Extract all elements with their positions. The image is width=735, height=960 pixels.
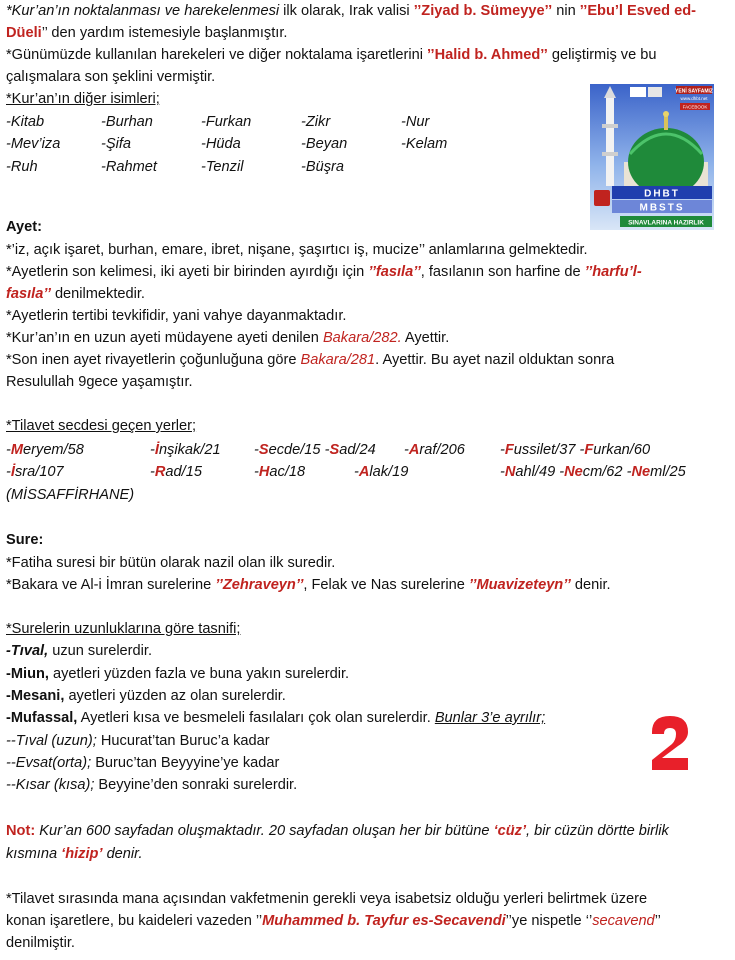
ayet-p6 xyxy=(6,350,614,370)
sure-text: *Bakara ve Al-i İmran surelerine xyxy=(6,577,216,593)
secavend-line-1: *Tilavet sırasında mana açısından vakfetmenin gerekli veya isabetsiz olduğu yerleri belirtmek üzere xyxy=(6,891,648,907)
intro-text: nin xyxy=(552,3,580,19)
sure-text: , Felak ve Nas surelerine xyxy=(303,577,469,593)
intro-text: *Günümüzde kullanılan harekeleri ve diğer noktalama işaretlerini xyxy=(6,47,428,63)
ayet-p5 xyxy=(6,328,449,348)
highlight-halid: ’’Halid b. Ahmed’’ xyxy=(427,47,548,63)
note-label: Not: xyxy=(6,823,36,839)
ayet-text: . Ayettir. Bu ayet nazil olduktan sonra xyxy=(375,352,615,368)
logo-icon xyxy=(648,87,662,97)
banner-top-label: YENİ SAYFAMIZ xyxy=(675,88,713,95)
intro-line-3 xyxy=(6,45,657,65)
ayet-p3 xyxy=(6,284,145,304)
tasnif-mesani: -Mesani, ayetleri yüzden az olan surelerdir. xyxy=(6,688,286,704)
intro-line-2 xyxy=(6,23,287,43)
ayet-text: *Ayetlerin son kelimesi, iki ayeti bir birinden ayırdığı için xyxy=(6,264,369,280)
name-item: -Hüda xyxy=(201,136,241,152)
tasnif-sub-evsat: --Evsat(orta); Buruc’tan Beyyyine’ye kadar xyxy=(6,755,280,771)
intro-text: ilk olarak, Irak valisi xyxy=(279,3,414,19)
book-icon xyxy=(594,190,610,206)
intro-line-1 xyxy=(6,1,696,21)
sure-p2 xyxy=(6,575,611,595)
name-item: -Kelam xyxy=(401,136,448,152)
highlight-muavizeteyn: ’’Muavizeteyn’’ xyxy=(468,577,571,593)
ayet-p2 xyxy=(6,262,642,282)
ayet-text: Ayettir. xyxy=(401,330,450,346)
tasnif-sub-kisar: --Kısar (kısa); Beyyine’den sonraki surelerdir. xyxy=(6,777,298,793)
tilavet-mnemonic: (MİSSAFFİRHANE) xyxy=(6,487,135,503)
tasnif-heading: *Surelerin uzunluklarına göre tasnifi; xyxy=(6,621,241,637)
page-number-graphic xyxy=(648,712,692,774)
highlight-ebul-esved: ’’Ebu’l Esved ed- xyxy=(579,3,696,19)
highlight-dueli: Düeli xyxy=(6,25,42,41)
page-number: 2 xyxy=(669,751,671,753)
tilavet-item: -Hac/18 xyxy=(254,464,306,480)
ayet-text: , fasılanın son harfine de xyxy=(420,264,585,280)
banner-tag-mbsts: MBSTS xyxy=(639,202,685,214)
name-item: -Rahmet xyxy=(101,159,157,175)
sure-text: denir. xyxy=(570,577,611,593)
secavend-line-2: konan işaretlere, bu kaideleri vazeden ’’Muhammed b. Tayfur es-Secavendi’’ye nispetle ‘’secavend’’ xyxy=(6,913,661,929)
intro-line-4: çalışmalara son şeklini vermiştir. xyxy=(6,69,216,85)
tilavet-item: -Araf/206 xyxy=(404,442,465,458)
intro-text: *Kur’an’ın noktalanması ve harekelenmesi xyxy=(6,3,280,19)
highlight-secavend: secavend xyxy=(592,913,655,929)
highlight-zehraveyn: ’’Zehraveyn’’ xyxy=(215,577,304,593)
banner-sub-label: www.dhbt.net xyxy=(680,96,708,101)
highlight-cuz: ‘cüz’ xyxy=(493,823,527,839)
logo-icon xyxy=(630,87,646,97)
sure-p1: *Fatiha suresi bir bütün olarak nazil olan ilk suredir. xyxy=(6,555,336,571)
intro-text: ’’ den yardım istemesiyle başlanmıştır. xyxy=(41,25,288,41)
name-item: -Zikr xyxy=(301,114,331,130)
ayet-text: denilmektedir. xyxy=(50,286,145,302)
sure-heading: Sure: xyxy=(6,532,44,548)
ayet-p7: Resulullah 9gece yaşamıştır. xyxy=(6,374,193,390)
highlight-secavendi: Muhammed b. Tayfur es-Secavendi xyxy=(262,913,506,929)
dhbt-banner-image xyxy=(590,84,714,230)
note-line-2: kısmına ‘hizip’ denir. xyxy=(6,846,143,862)
tilavet-item: -Secde/15 -Sad/24 xyxy=(254,442,376,458)
name-item: -Şifa xyxy=(101,136,132,152)
highlight-fasila: ’’fasıla’’ xyxy=(368,264,421,280)
name-item: -Büşra xyxy=(301,159,344,175)
ayet-p1 xyxy=(6,240,588,260)
highlight-bakara-282: Bakara/282. xyxy=(322,330,402,346)
highlight-bakara-281: Bakara/281 xyxy=(300,352,376,368)
note-line-1: Not: Kur’an 600 sayfadan oluşmaktadır. 20 sayfadan oluşan her bir bütüne ‘cüz’, bir cüzün dörtte birlik xyxy=(6,823,669,839)
tilavet-item: -İnşikak/21 xyxy=(150,442,221,458)
tasnif-miun: -Miun, ayetleri yüzden fazla ve buna yakın surelerdir. xyxy=(6,666,350,682)
intro-text: geliştirmiş ve bu xyxy=(547,47,657,63)
name-item: -Beyan xyxy=(301,136,348,152)
ayet-text: *Son inen ayet rivayetlerin çoğunluğuna göre xyxy=(6,352,301,368)
banner-tag-dhbt: DHBT xyxy=(644,188,680,200)
name-item: -Ruh xyxy=(6,159,38,175)
name-item: -Kitab xyxy=(6,114,45,130)
secavend-line-3: denilmiştir. xyxy=(6,935,75,951)
tasnif-mufassal: -Mufassal, Ayetleri kısa ve besmeleli fasılaları çok olan surelerdir. Bunlar 3’e ayrılır; xyxy=(6,710,546,726)
name-item: -Tenzil xyxy=(201,159,244,175)
tasnif-sub-tival: --Tıval (uzun); Hucurat’tan Buruc’a kadar xyxy=(6,733,270,749)
highlight-ziyad: ’’Ziyad b. Sümeyye’’ xyxy=(413,3,553,19)
name-item: -Nur xyxy=(401,114,430,130)
names-heading: *Kur’an’ın diğer isimleri; xyxy=(6,91,160,107)
highlight-harful: ’’harfu’l- xyxy=(584,264,642,280)
ayet-text: *Kur’an’ın en uzun ayeti müdayene ayeti denilen xyxy=(6,330,323,346)
tilavet-item: -İsra/107 xyxy=(6,464,64,480)
ayet-p4: *Ayetlerin tertibi tevkifidir, yani vahye dayanmaktadır. xyxy=(6,308,347,324)
highlight-hizip: ‘hizip’ xyxy=(61,846,103,862)
tilavet-item: -Nahl/49 -Necm/62 -Neml/25 xyxy=(500,464,686,480)
tilavet-item: -Fussilet/37 -Furkan/60 xyxy=(500,442,651,458)
tilavet-item: -Alak/19 xyxy=(354,464,409,480)
name-item: -Mev’iza xyxy=(6,136,61,152)
tilavet-item: -Rad/15 xyxy=(150,464,202,480)
banner-bottom-label: SINAVLARINA HAZIRLIK xyxy=(628,219,704,227)
banner-sub-label: FACEBOOK xyxy=(682,104,708,110)
tilavet-heading: *Tilavet secdesi geçen yerler; xyxy=(6,418,197,434)
highlight-fasila-2: fasıla’’ xyxy=(6,286,51,302)
tasnif-tival: -Tıval, uzun surelerdir. xyxy=(6,643,153,659)
name-item: -Furkan xyxy=(201,114,252,130)
tilavet-item: -Meryem/58 xyxy=(6,442,84,458)
name-item: -Burhan xyxy=(101,114,153,130)
ayet-text: *’iz, açık işaret, burhan, emare, ibret, nişane, şaşırtıcı iş, mucize’’ anlamlarına gelmektedir. xyxy=(6,242,588,258)
ayet-heading: Ayet: xyxy=(6,219,42,235)
